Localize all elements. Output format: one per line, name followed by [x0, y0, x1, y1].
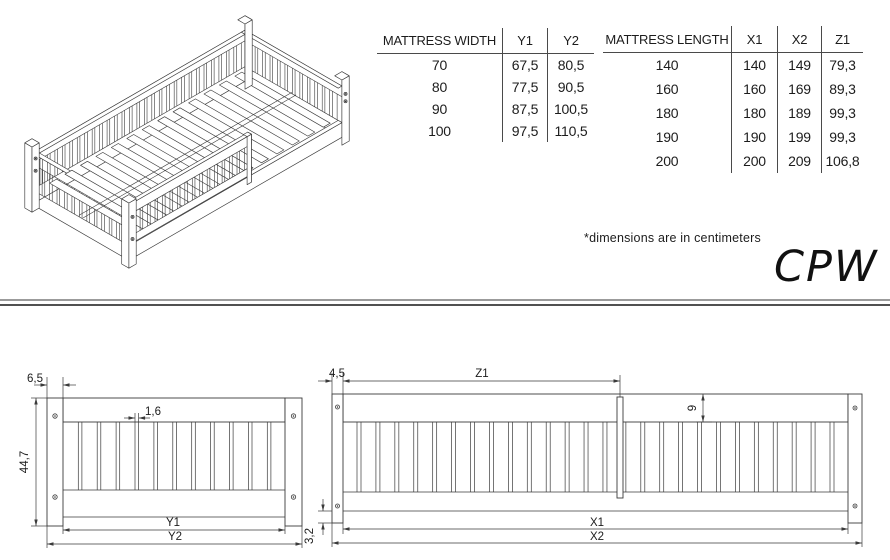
width-table-header-cell: Y1	[503, 28, 548, 54]
bed-isometric-drawing	[2, 4, 364, 304]
length-table-cell: 99,3	[829, 129, 856, 145]
dim-label-height: 44,7	[19, 450, 31, 474]
length-table-cell: 190	[732, 125, 778, 149]
length-table-cell: 200	[732, 149, 778, 173]
width-table-cell: 80	[377, 76, 503, 98]
title-block-divider	[0, 299, 890, 306]
length-table-cell: 180	[603, 101, 732, 125]
width-table-header-cell: Y2	[548, 28, 594, 54]
width-table-cell: 110,5	[554, 123, 588, 139]
length-table-cell: 189	[778, 101, 822, 125]
length-table-cell: 209	[778, 149, 822, 173]
dim-label-floor-gap: 3,2	[304, 528, 316, 544]
width-table-header-cell: MATTRESS WIDTH	[377, 28, 503, 54]
length-table-cell: 190	[603, 125, 732, 149]
length-table-header-cell: X2	[778, 26, 822, 53]
dim-label-top-rail-height: 9	[687, 404, 699, 412]
length-table-cell: 89,3	[829, 81, 856, 97]
units-note: *dimensions are in centimeters	[584, 231, 761, 245]
width-table-cell: 100,5	[553, 101, 589, 117]
length-table-header-cell: Z1	[822, 26, 863, 53]
length-table-cell: 160	[603, 77, 732, 101]
length-table-cell: 140	[732, 53, 778, 77]
brand-logo: CPW	[774, 242, 879, 292]
width-table-cell: 87,5	[503, 98, 548, 120]
mattress-length-table	[603, 26, 863, 173]
length-table-cell: 149	[778, 53, 822, 77]
dim-label-y2: Y2	[167, 531, 183, 543]
length-table-cell: 169	[778, 77, 822, 101]
elevation-drawings	[0, 355, 890, 560]
width-table-cell: 67,5	[503, 54, 548, 76]
width-table-cell: 77,5	[503, 76, 548, 98]
width-table-cell: 97,5	[503, 120, 548, 142]
dim-label-y1: Y1	[165, 517, 181, 529]
dim-label-x2: X2	[589, 531, 605, 543]
length-table-cell: 199	[778, 125, 822, 149]
dim-label-x1: X1	[589, 517, 605, 529]
dim-label-slat-gap: 1,6	[145, 406, 161, 418]
width-table-cell: 70	[377, 54, 503, 76]
width-table-cell: 100	[377, 120, 503, 142]
dim-label-z1: Z1	[475, 368, 489, 380]
length-table-cell: 79,3	[829, 57, 856, 73]
width-table-cell: 90,5	[557, 79, 585, 95]
isometric-lines	[25, 16, 349, 269]
length-table-cell: 140	[603, 53, 732, 77]
length-table-cell: 180	[732, 101, 778, 125]
length-table-cell: 160	[732, 77, 778, 101]
length-table-cell: 200	[603, 149, 732, 173]
mattress-width-table	[377, 28, 594, 142]
length-table-cell: 106,8	[825, 153, 860, 169]
width-table-cell: 80,5	[557, 57, 585, 73]
dim-label-post-width-front: 6,5	[27, 373, 43, 385]
length-table-header-cell: X1	[732, 26, 778, 53]
dim-label-post-width-side: 4,5	[329, 368, 345, 380]
width-table-cell: 90	[377, 98, 503, 120]
length-table-cell: 99,3	[829, 105, 856, 121]
length-table-header-cell: MATTRESS LENGTH	[603, 26, 732, 53]
